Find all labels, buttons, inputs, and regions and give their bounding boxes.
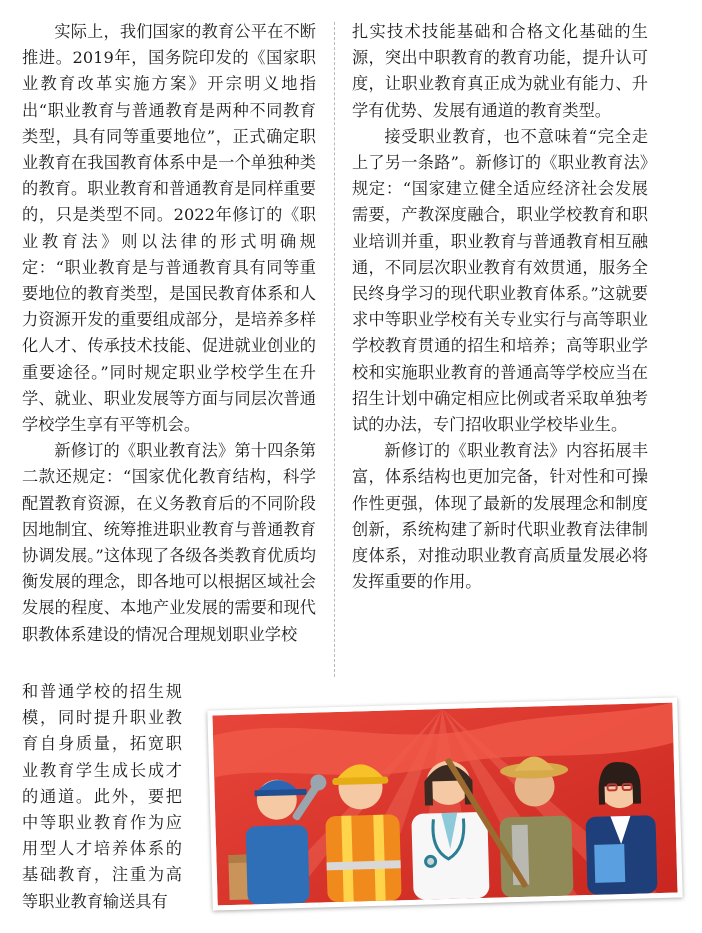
paragraph-continuation: 和普通学校的招生规模，同时提升职业教育自身质量，拓宽职业教育学生成长成才的通道。此外，要把中等职业教育作为应用型人才培养体系的基础教育，注重为高等职业教育输送具有 <box>22 682 182 911</box>
left-column-continuation <box>22 679 182 915</box>
paragraph: 新修订的《职业教育法》第十四条第二款还规定：“国家优化教育结构，科学配置教育资源，在义务教育后的不同阶段因地制宜、统筹推进职业教育与普通教育协调发展。”这体现了各级各类教育优质均衡发展的理念，即各地可以根据区域社会发展的程度、本地产业发展的需要和现代职教体系建设的情况合理规划职业学校 <box>22 441 316 644</box>
column-divider <box>334 22 335 677</box>
paragraph-continuation: 扎实技术技能基础和合格文化基础的生源，突出中职教育的教育功能，提升认可度，让职业教育真正成为就业有能力、升学有优势、发展有通道的教育类型。 <box>352 22 648 120</box>
right-column <box>352 19 648 595</box>
paragraph: 实际上，我们国家的教育公平在不断推进。2019年，国务院印发的《国家职业教育改革实施方案》开宗明义地指出“职业教育与普通教育是两种不同教育类型，具有同等重要地位”，正式确定职业教育在我国教育体系中是一个单独种类的教育。职业教育和普通教育是同样重要的，只是类型不同。2022年修订的《职业教育法》则以法律的形式明确规定：“职业教育是与普通教育具有同等重要地位的教育类型，是国民教育体系和人力资源开发的重要组成部分，是培养多样化人才、传承技术技能、促进就业创业的重要途径。”同时规定职业学校学生在升学、就业、职业发展等方面与同层次普通学校学生享有平等机会。 <box>22 22 316 435</box>
folder-icon <box>594 844 625 883</box>
workers-illustration-art <box>212 703 677 906</box>
paragraph: 新修订的《职业教育法》内容拓展丰富，体系结构也更加完备，针对性和可操作性更强，体现了最新的发展理念和制度创新，系统构建了新时代职业教育法律制度体系，对推动职业教育高质量发展必将发挥重要的作用。 <box>352 441 648 592</box>
workers-illustration <box>207 697 682 910</box>
left-column <box>22 19 316 648</box>
paragraph: 接受职业教育，也不意味着“完全走上了另一条路”。新修订的《职业教育法》规定：“国家建立健全适应经济社会发展需要，产教深度融合，职业学校教育和职业培训并重，职业教育与普通教育相互融通，不同层次职业教育有效贯通，服务全民终身学习的现代职业教育体系。”这就要求中等职业学校有关专业实行与高等职业学校教育贯通的招生和培养；高等职业学校和实施职业教育的普通高等学校应当在招生计划中确定相应比例或者采取单独考试的办法，专门招收职业学校毕业生。 <box>352 126 648 435</box>
